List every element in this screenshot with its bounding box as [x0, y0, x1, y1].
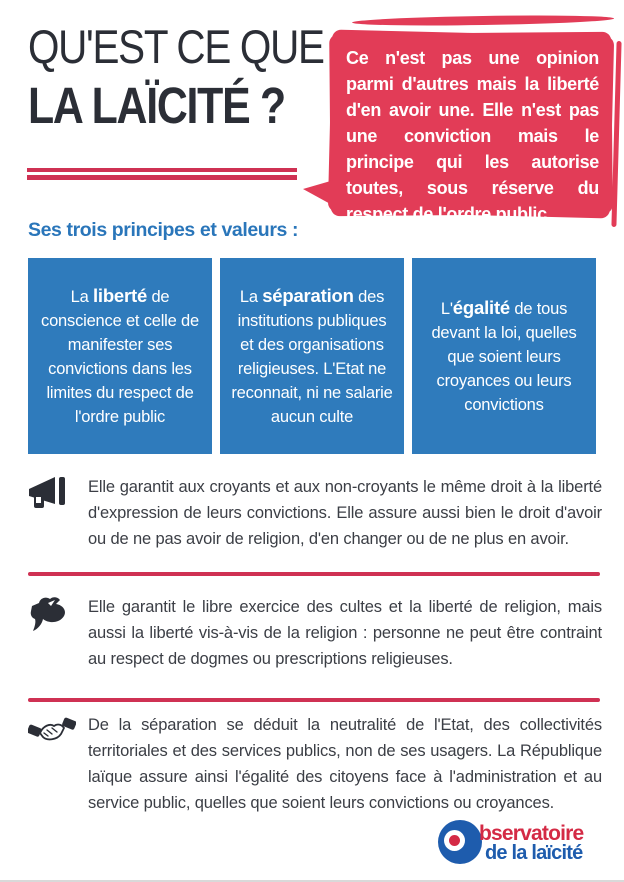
- page-title: [28, 22, 372, 132]
- logo-text-line2: de la laïcité: [485, 842, 583, 864]
- logo-red-dot: [449, 835, 460, 846]
- principle-boxes: [28, 258, 596, 454]
- red-divider: [28, 698, 600, 702]
- bubble-tail: [303, 180, 334, 206]
- principles-heading: Ses trois principes et valeurs :: [28, 219, 299, 241]
- logo-circle-icon: [438, 820, 482, 864]
- bubble-swoosh-stroke: [352, 14, 614, 27]
- paragraph-text: Elle garantit aux croyants et aux non-croyants le même droit à la liberté d'expression de leurs convictions. Elle assure aussi bien le droit d'avoir ou de ne pas avoir de religion, d'en changer ou de ne plus en avoir.: [88, 478, 602, 548]
- principle-lead: La: [70, 287, 93, 306]
- principle-lead: L': [440, 299, 453, 318]
- principle-text: [421, 296, 587, 417]
- principle-box-egalite: [412, 258, 596, 454]
- underline-bar: [27, 168, 297, 172]
- paragraph-text: De la séparation se déduit la neutralité de l'Etat, des collectivités territoriales et des services publics, non de ses usagers. La République laïque assure ainsi l'égalité des citoyens face à l'administration et au service public, quelles que soient leurs convictions ou croyances.: [88, 716, 602, 812]
- page-title-line2: LA LAÏCITÉ ?: [28, 76, 285, 134]
- principle-keyword: égalité: [452, 296, 511, 318]
- handshake-icon: [28, 712, 88, 816]
- principle-rest: de conscience et celle de manifester ses convictions dans les limites du respect de l'ordre public: [41, 287, 199, 426]
- observatoire-laicite-logo: [438, 820, 603, 870]
- principle-rest: des institutions publiques et des organisations religieuses. L'Etat ne reconnait, ni ne salarie aucun culte: [231, 287, 393, 426]
- principle-text: [37, 284, 203, 429]
- principle-lead: La: [239, 287, 263, 306]
- paragraph-row-neutralite: [28, 712, 602, 816]
- principle-keyword: séparation: [262, 284, 354, 306]
- logo-text-line1: bservatoire: [479, 822, 584, 845]
- principle-box-liberte: [28, 258, 212, 454]
- principle-box-separation: [220, 258, 404, 454]
- paragraph-row-cultes: [28, 594, 602, 672]
- paragraph-row-expression: [28, 474, 602, 552]
- paragraph-text: Elle garantit le libre exercice des cultes et la liberté de religion, mais aussi la liberté vis-à-vis de la religion : personne ne peut être contraint au respect de dogmes ou prescriptions religieuses.: [88, 598, 602, 668]
- page-title-line1: QU'EST CE QUE: [28, 20, 324, 73]
- bubble-text: Ce n'est pas une opinion parmi d'autres mais la liberté d'en avoir une. Elle n'est pas une conviction mais le principe qui les autorise toutes, sous réserve du respect de l'ordre public.: [346, 48, 599, 224]
- underline-bar: [27, 175, 297, 180]
- principle-rest: de tous devant la loi, quelles que soient leurs croyances ou leurs convictions: [431, 299, 577, 414]
- speech-bubble: [330, 33, 612, 224]
- principle-text: [229, 284, 395, 429]
- dove-icon: [28, 594, 88, 672]
- title-double-underline: [27, 168, 297, 180]
- megaphone-icon: [28, 474, 88, 552]
- red-divider: [28, 572, 600, 576]
- principle-keyword: liberté: [92, 284, 148, 306]
